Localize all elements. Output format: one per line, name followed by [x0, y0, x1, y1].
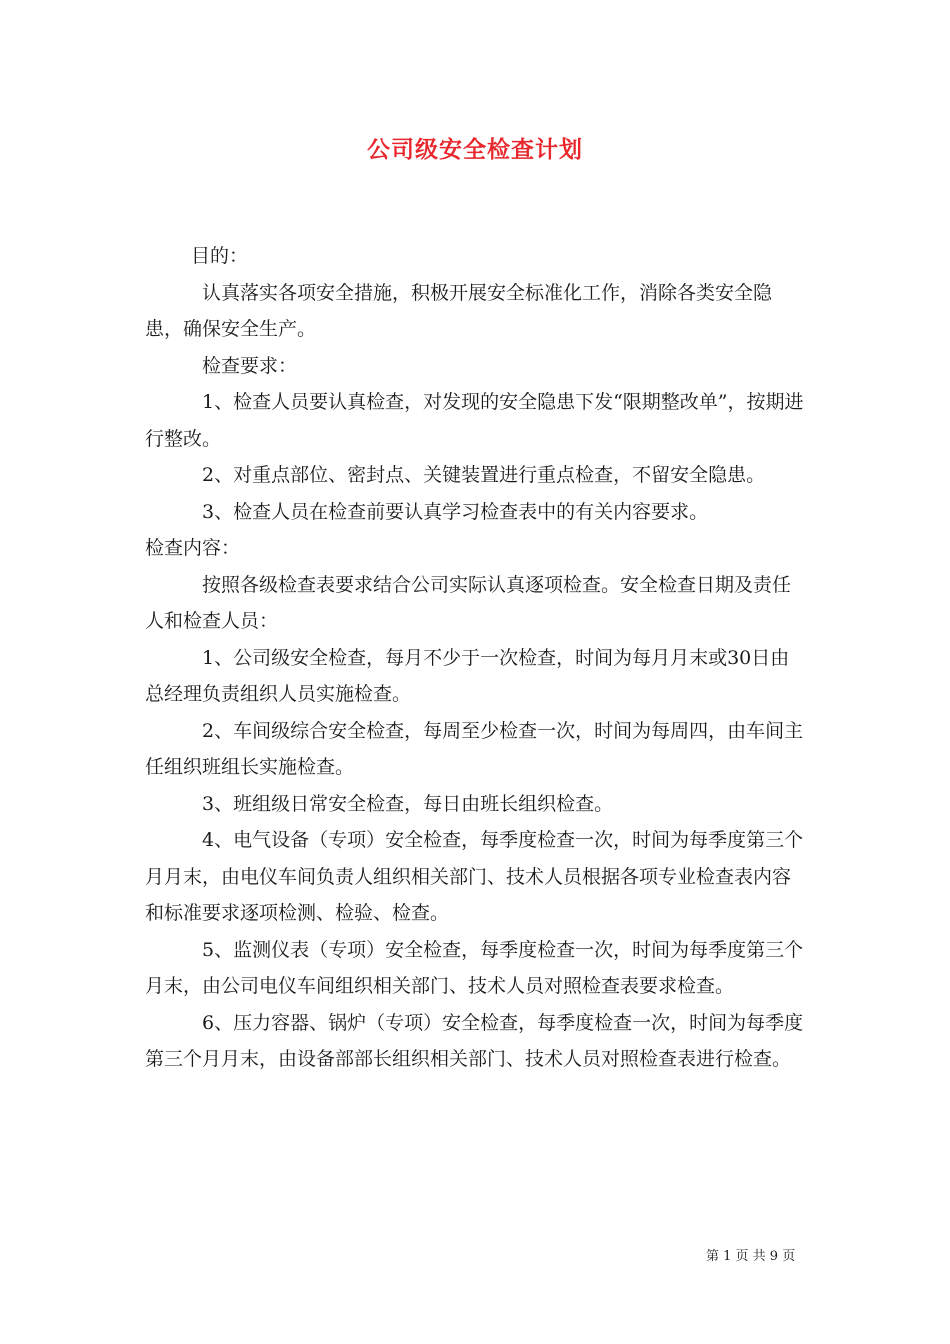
- paragraph: 检查要求：: [202, 354, 298, 377]
- paragraph: 目的：: [191, 245, 249, 267]
- paragraph: 4、电气设备（专项）安全检查，每季度检查一次，时间为每季度第三个月月末，由电仪车间负责人组织相关部门、技术人员根据各项专业检查表内容和标准要求逐项检测、检验、检查。: [145, 829, 804, 924]
- page-number-footer: 第 1 页 共 9 页: [706, 1249, 796, 1264]
- paragraph: 检查内容：: [145, 537, 241, 559]
- paragraph: 认真落实各项安全措施，积极开展安全标准化工作，消除各类安全隐患，确保安全生产。: [145, 281, 773, 340]
- paragraph: 2、对重点部位、密封点、关键装置进行重点检查，不留安全隐患。: [202, 464, 766, 486]
- paragraph: 6、压力容器、锅炉（专项）安全检查，每季度检查一次，时间为每季度第三个月月末，由设备部部长组织相关部门、技术人员对照检查表进行检查。: [145, 1011, 804, 1070]
- paragraph: 3、班组级日常安全检查，每日由班长组织检查。: [202, 792, 614, 815]
- paragraph: 1、检查人员要认真检查，对发现的安全隐患下发“限期整改单”，按期进行整改。: [145, 391, 804, 450]
- paragraph: 3、检查人员在检查前要认真学习检查表中的有关内容要求。: [202, 500, 709, 523]
- paragraph: 5、监测仪表（专项）安全检查，每季度检查一次，时间为每季度第三个月末，由公司电仪车间组织相关部门、技术人员对照检查表要求检查。: [145, 938, 804, 997]
- document-title: 公司级安全检查计划: [367, 136, 583, 163]
- document-body: [145, 238, 805, 1078]
- paragraph: 按照各级检查表要求结合公司实际认真逐项检查。安全检查日期及责任人和检查人员：: [145, 573, 792, 632]
- paragraph: 1、公司级安全检查，每月不少于一次检查，时间为每月月末或30日由总经理负责组织人员实施检查。: [145, 646, 790, 705]
- paragraph: 2、车间级综合安全检查，每周至少检查一次，时间为每周四，由车间主任组织班组长实施检查。: [145, 719, 804, 778]
